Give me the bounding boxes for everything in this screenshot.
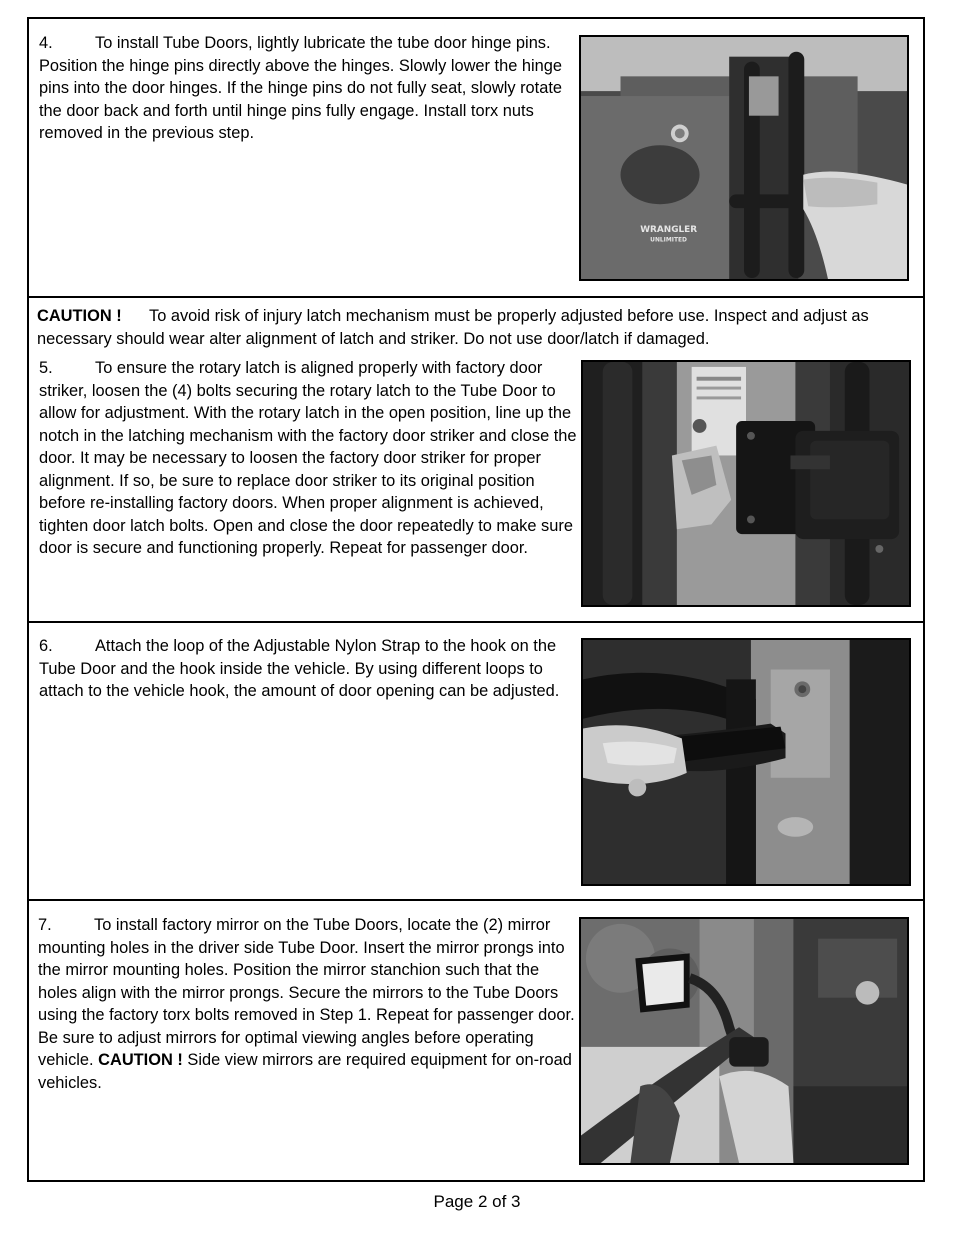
step-7-caution-label: CAUTION ! <box>98 1051 183 1069</box>
step-7-photo <box>579 917 909 1165</box>
step-7-body-before: To install factory mirror on the Tube Doors, locate the (2) mirror mounting holes in the driver side Tube Door. Insert the mirror prongs into the mirror mounting holes. Position the mirror stanchion such that the holes align with the mirror prongs. Secure the mirrors to the Tube Doors using the factory torx bolts removed in Step 1. Repeat for passenger door. Be sure to adjust mirrors for optimal viewing angles before operating vehicle. <box>38 916 575 1069</box>
step-4-text <box>39 32 577 145</box>
step-5-photo-art <box>583 362 909 605</box>
step-6-photo-art <box>583 640 909 884</box>
step-4-body: To install Tube Doors, lightly lubricate the tube door hinge pins. Position the hinge pins directly above the hinges. Slowly lower the hinge pins into the door hinges. If the hinge pins do not fully seat, slowly rotate the door back and forth until hinge pins fully engage. Install torx nuts removed in the previous step. <box>39 34 562 142</box>
caution-text: To avoid risk of injury latch mechanism must be properly adjusted before use. Inspect and adjust as necessary should wear alter alignment of latch and striker. Do not use door/latch if damaged. <box>37 307 869 348</box>
step-7-body-after: Side view mirrors are required equipment for on-road vehicles. <box>38 1051 572 1092</box>
caution-notice <box>37 305 909 351</box>
step-5-body: To ensure the rotary latch is aligned properly with factory door striker, loosen the (4) bolts securing the rotary latch to the Tube Door to allow for adjustment. With the rotary latch in the open position, line up the notch in the latching mechanism with the factory door striker and close the door. It may be necessary to loosen the factory door striker for proper alignment. If so, be sure to replace door striker to its original position before re-installing factory doors. When proper alignment is achieved, tighten door latch bolts. Open and close the door repeatedly to make sure door is secure and functioning properly. Repeat for passenger door. <box>39 359 577 557</box>
section-divider <box>27 899 925 901</box>
step-5-photo <box>581 360 911 607</box>
step-4-number: 4. <box>39 34 53 52</box>
step-7-photo-art <box>581 919 907 1163</box>
step-7-number: 7. <box>38 916 52 934</box>
page-number: Page 2 of 3 <box>433 1192 521 1211</box>
step-7-text <box>38 914 578 1094</box>
step-4-photo-label-2: UNLIMITED <box>650 237 687 244</box>
step-5-number: 5. <box>39 359 53 377</box>
step-4-photo-art <box>581 37 907 279</box>
step-4-photo <box>579 35 909 281</box>
step-6-body: Attach the loop of the Adjustable Nylon Strap to the hook on the Tube Door and the hook inside the vehicle. By using different loops to attach to the vehicle hook, the amount of door opening can be adjusted. <box>39 637 560 700</box>
step-5-text <box>39 357 577 560</box>
section-divider <box>27 621 925 623</box>
caution-label: CAUTION ! <box>37 307 122 325</box>
step-6-text <box>39 635 577 703</box>
section-divider <box>27 296 925 298</box>
step-6-number: 6. <box>39 637 53 655</box>
step-6-photo <box>581 638 911 886</box>
step-4-photo-label-1: WRANGLER <box>640 224 698 235</box>
